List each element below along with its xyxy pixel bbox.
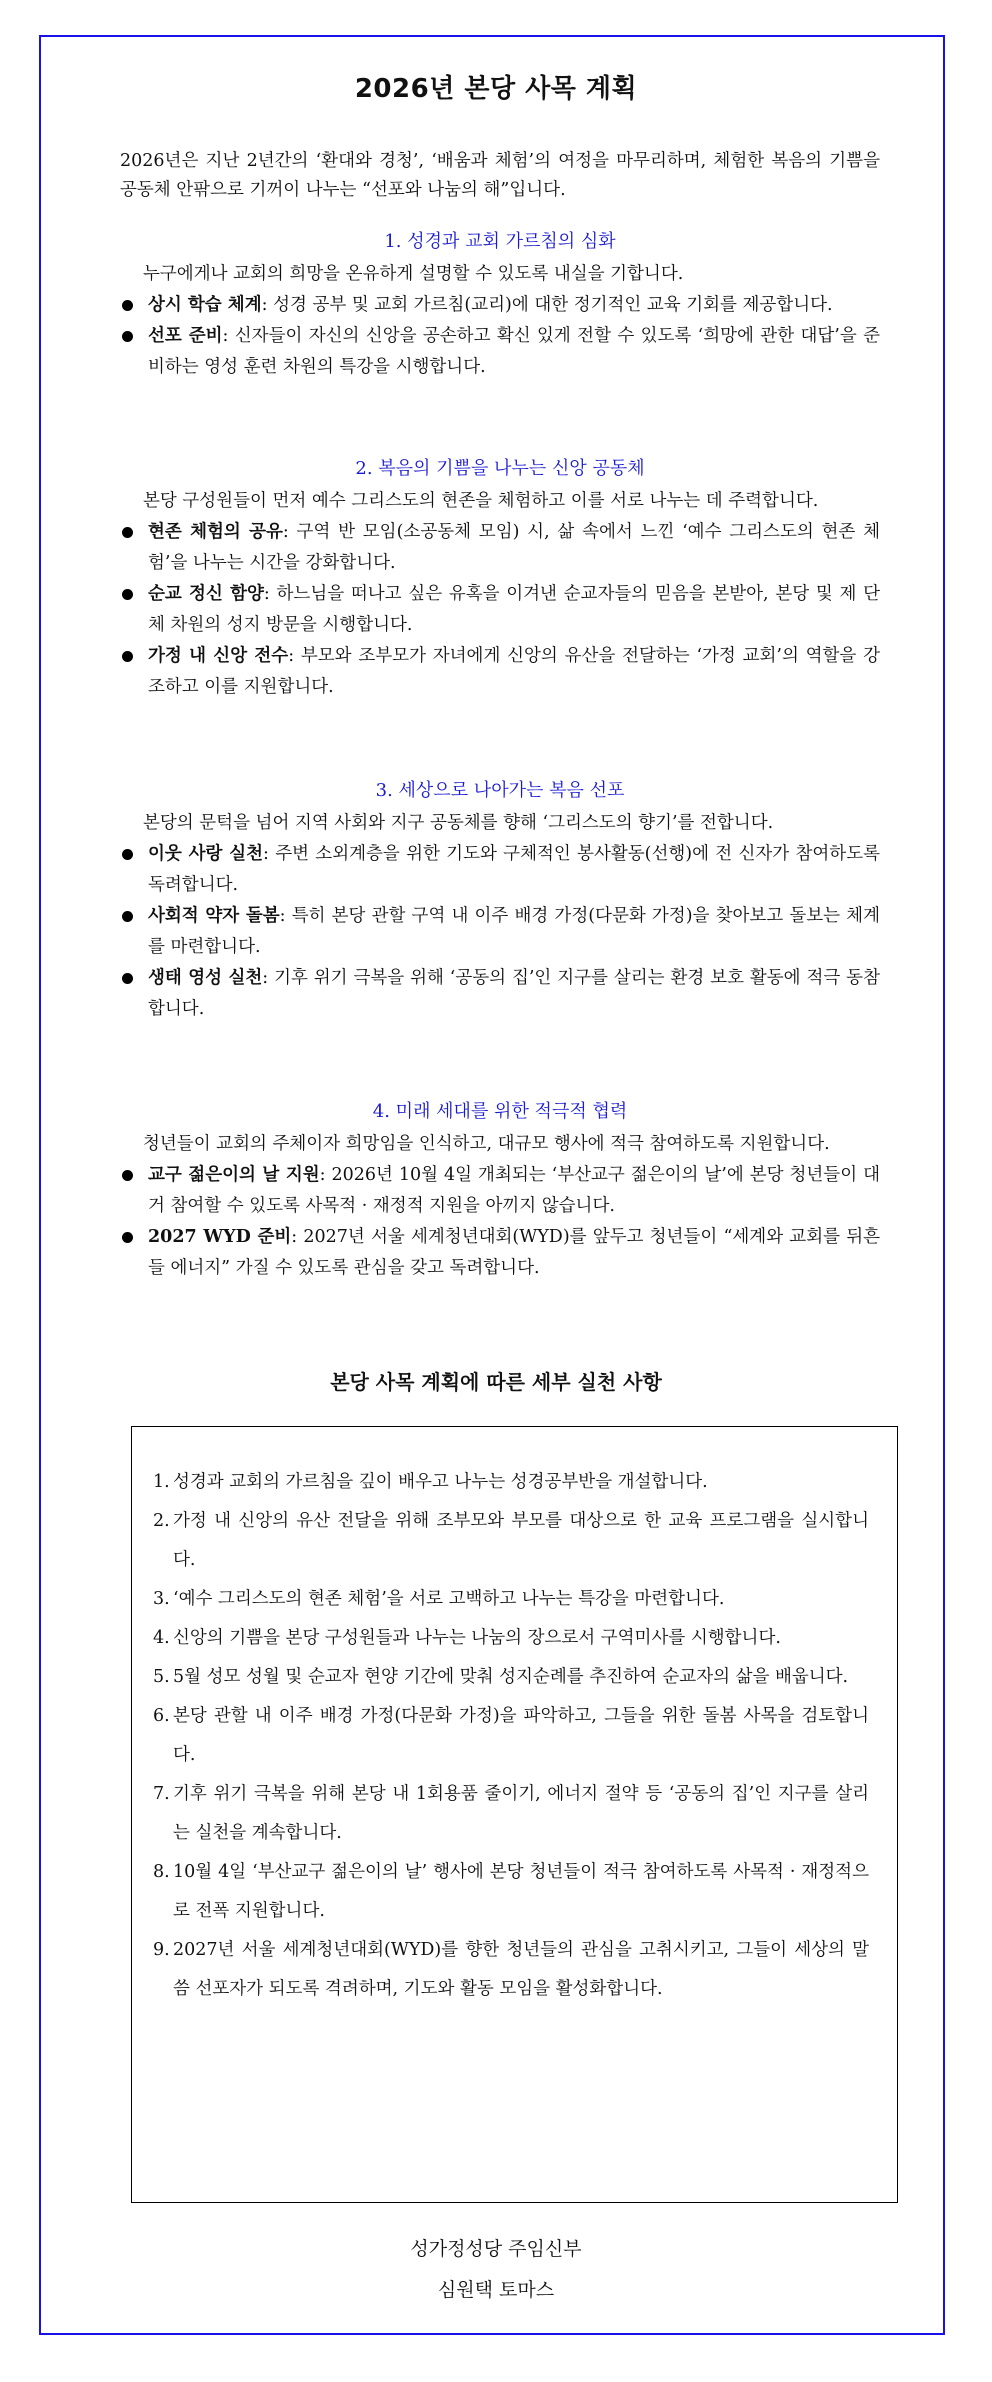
- bullet-item: [120, 1222, 880, 1284]
- bullet-list: [120, 1160, 880, 1284]
- signature-title: 성가정성당 주임신부: [410, 2238, 582, 2260]
- detail-text: ‘예수 그리스도의 현존 체험’을 서로 고백하고 나누는 특강을 마련합니다.: [173, 1589, 725, 1609]
- bullet-text: : 2026년 10월 4일 개최되는 ‘부산교구 젊은이의 날’에 본당 청년들이 대거 참여할 수 있도록 사목적 · 재정적 지원을 아끼지 않습니다.: [148, 1165, 880, 1216]
- section-2: [120, 454, 880, 703]
- detail-item: [153, 1775, 869, 1853]
- detail-text: 가정 내 신앙의 유산 전달을 위해 조부모와 부모를 대상으로 한 교육 프로그램을 실시합니다.: [173, 1511, 869, 1570]
- bullet-text: : 구역 반 모임(소공동체 모임) 시, 삶 속에서 느낀 ‘예수 그리스도의 현존 체험’을 나누는 시간을 강화합니다.: [148, 522, 880, 573]
- section-description: 누구에게나 교회의 희망을 온유하게 설명할 수 있도록 내실을 기합니다.: [143, 264, 684, 284]
- bullet-item: [120, 321, 880, 383]
- detail-number: 8.: [153, 1862, 170, 1882]
- section-heading: 1. 성경과 교회 가르침의 심화: [384, 231, 616, 252]
- detail-number: 3.: [153, 1589, 170, 1609]
- signature-name: 심원택 토마스: [437, 2279, 555, 2301]
- bullet-icon: [122, 973, 133, 984]
- bullet-label: 사회적 약자 돌봄: [148, 906, 280, 926]
- bullet-label: 이웃 사랑 실천: [148, 844, 264, 864]
- bullet-label: 선포 준비: [148, 326, 223, 346]
- bullet-text: : 신자들이 자신의 신앙을 공손하고 확신 있게 전할 수 있도록 ‘희망에 관한 대답’을 준비하는 영성 훈련 차원의 특강을 시행합니다.: [148, 326, 881, 377]
- detail-item: [153, 1463, 869, 1502]
- detail-text: 본당 관할 내 이주 배경 가정(다문화 가정)을 파악하고, 그들을 위한 돌봄 사목을 검토합니다.: [173, 1706, 869, 1765]
- detail-item: [153, 1853, 869, 1931]
- section-heading: 3. 세상으로 나아가는 복음 선포: [375, 780, 625, 801]
- section-heading: 2. 복음의 기쁨을 나누는 신앙 공동체: [355, 458, 645, 479]
- detail-item: [153, 1502, 869, 1580]
- bullet-text: : 주변 소외계층을 위한 기도와 구체적인 봉사활동(선행)에 전 신자가 참여하도록 독려합니다.: [148, 844, 880, 895]
- section-description: 본당의 문턱을 넘어 지역 사회와 지구 공동체를 향해 ‘그리스도의 향기’를 전합니다.: [143, 813, 774, 833]
- bullet-icon: [122, 651, 133, 662]
- bullet-label: 교구 젊은이의 날 지원: [148, 1165, 320, 1185]
- detail-number: 4.: [153, 1628, 170, 1648]
- bullet-text: : 부모와 조부모가 자녀에게 신앙의 유산을 전달하는 ‘가정 교회’의 역할을 강조하고 이를 지원합니다.: [148, 646, 880, 697]
- bullet-item: [120, 290, 880, 321]
- bullet-icon: [122, 331, 133, 342]
- detail-text: 10월 4일 ‘부산교구 젊은이의 날’ 행사에 본당 청년들이 적극 참여하도록 사목적 · 재정적으로 전폭 지원합니다.: [173, 1862, 869, 1921]
- detail-text: 신앙의 기쁨을 본당 구성원들과 나누는 나눔의 장으로서 구역미사를 시행합니다.: [173, 1628, 781, 1648]
- bullet-icon: [122, 589, 133, 600]
- intro-paragraph: 2026년은 지난 2년간의 ‘환대와 경청’, ‘배움과 체험’의 여정을 마무리하며, 체험한 복음의 기쁨을 공동체 안팎으로 기꺼이 나누는 “선포와 나눔의 해”입니다.: [120, 151, 880, 200]
- bullet-text: : 하느님을 떠나고 싶은 유혹을 이겨낸 순교자들의 믿음을 본받아, 본당 및 제 단체 차원의 성지 방문을 시행합니다.: [148, 584, 880, 635]
- detail-text: 성경과 교회의 가르침을 깊이 배우고 나누는 성경공부반을 개설합니다.: [173, 1472, 708, 1492]
- bullet-label: 순교 정신 함양: [148, 584, 264, 604]
- detail-item: [153, 1619, 869, 1658]
- page-title: 2026년 본당 사목 계획: [354, 74, 638, 104]
- bullet-label: 2027 WYD 준비: [148, 1227, 292, 1247]
- section-1: [120, 227, 880, 383]
- bullet-icon: [122, 1170, 133, 1181]
- bullet-item: [120, 901, 880, 963]
- section-description: 청년들이 교회의 주체이자 희망임을 인식하고, 대규모 행사에 적극 참여하도록 지원합니다.: [143, 1134, 830, 1154]
- bullet-text: : 성경 공부 및 교회 가르침(교리)에 대한 정기적인 교육 기회를 제공합니다.: [261, 295, 833, 315]
- bullet-list: [120, 839, 880, 1025]
- detail-number: 7.: [153, 1784, 170, 1804]
- bullet-icon: [122, 849, 133, 860]
- bullet-icon: [122, 300, 133, 311]
- detail-number: 1.: [153, 1472, 170, 1492]
- bullet-item: [120, 641, 880, 703]
- bullet-text: : 특히 본당 관할 구역 내 이주 배경 가정(다문화 가정)을 찾아보고 돌보는 체계를 마련합니다.: [148, 906, 880, 957]
- bullet-list: [120, 517, 880, 703]
- bullet-label: 가정 내 신앙 전수: [148, 646, 289, 666]
- detail-item: [153, 1580, 869, 1619]
- bullet-icon: [122, 527, 133, 538]
- detail-number: 9.: [153, 1940, 170, 1960]
- detail-text: 기후 위기 극복을 위해 본당 내 1회용품 줄이기, 에너지 절약 등 ‘공동의 집’인 지구를 살리는 실천을 계속합니다.: [173, 1784, 869, 1843]
- detail-item: [153, 1931, 869, 2009]
- bullet-icon: [122, 1232, 133, 1243]
- details-title: 본당 사목 계획에 따른 세부 실천 사항: [330, 1370, 662, 1394]
- bullet-item: [120, 963, 880, 1025]
- bullet-text: : 2027년 서울 세계청년대회(WYD)를 앞두고 청년들이 “세계와 교회를 뒤흔들 에너지” 가질 수 있도록 관심을 갖고 독려합니다.: [148, 1227, 880, 1278]
- bullet-label: 현존 체험의 공유: [148, 522, 283, 542]
- detail-text: 5월 성모 성월 및 순교자 현양 기간에 맞춰 성지순례를 추진하여 순교자의 삶을 배웁니다.: [173, 1667, 849, 1687]
- detail-number: 5.: [153, 1667, 170, 1687]
- bullet-label: 상시 학습 체계: [148, 295, 262, 315]
- detail-text: 2027년 서울 세계청년대회(WYD)를 향한 청년들의 관심을 고취시키고, 그들이 세상의 말씀 선포자가 되도록 격려하며, 기도와 활동 모임을 활성화합니다.: [173, 1940, 869, 1999]
- bullet-item: [120, 1160, 880, 1222]
- detail-number: 6.: [153, 1706, 170, 1726]
- detail-item: [153, 1697, 869, 1775]
- section-4: [120, 1097, 880, 1284]
- bullet-text: : 기후 위기 극복을 위해 ‘공동의 집’인 지구를 살리는 환경 보호 활동에 적극 동참합니다.: [148, 968, 880, 1019]
- bullet-icon: [122, 911, 133, 922]
- bullet-label: 생태 영성 실천: [148, 968, 263, 988]
- bullet-list: [120, 290, 880, 383]
- bullet-item: [120, 839, 880, 901]
- detail-item: [153, 1658, 869, 1697]
- bullet-item: [120, 517, 880, 579]
- section-description: 본당 구성원들이 먼저 예수 그리스도의 현존을 체험하고 이를 서로 나누는 데 주력합니다.: [143, 491, 819, 511]
- details-box: [131, 1426, 898, 2203]
- bullet-item: [120, 579, 880, 641]
- section-3: [120, 776, 880, 1025]
- details-list: [153, 1463, 869, 2009]
- section-heading: 4. 미래 세대를 위한 적극적 협력: [372, 1101, 628, 1122]
- detail-number: 2.: [153, 1511, 170, 1531]
